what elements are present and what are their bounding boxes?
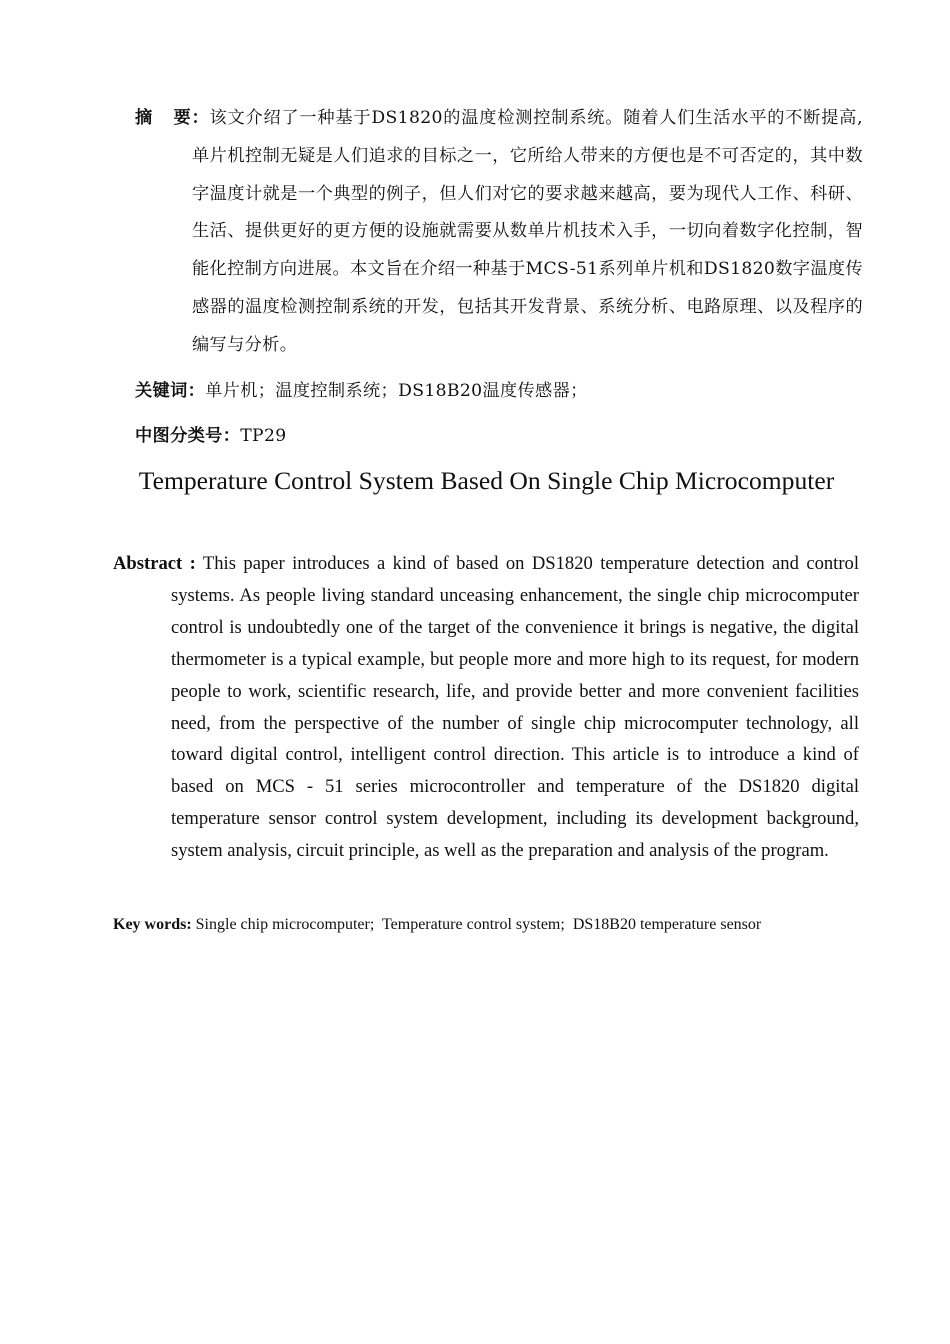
english-abstract xyxy=(113,548,859,867)
chinese-abstract-label xyxy=(135,108,209,128)
chinese-abstract xyxy=(135,100,863,365)
english-abstract-text: This paper introduces a kind of based on DS1820 temperature detection and control systems. As people living standard unceasing enhancement, the single chip microcomputer control is undoubtedly one of the target of the convenience it brings is negative, the digital thermometer is a typical example, but people more and more high to its request, for modern people to work, scientific research, life, and provide better and more convenient facilities need, from the perspective of the number of single chip microcomputer technology, all toward digital control, intelligent control direction. This article is to introduce a kind of based on MCS - 51 series microcontroller and temperature of the DS1820 digital temperature sensor control system development, including its development background, system analysis, circuit principle, as well as the preparation and analysis of the program. xyxy=(171,553,859,862)
chinese-classification-value: TP29 xyxy=(240,426,287,446)
chinese-classification xyxy=(135,421,863,451)
chinese-keywords-label: 关键词： xyxy=(135,381,206,401)
english-keywords xyxy=(113,913,893,937)
chinese-abstract-label-part2: 要： xyxy=(173,108,210,128)
chinese-abstract-text: 该文介绍了一种基于DS1820的温度检测控制系统。随着人们生活水平的不断提高,单片机控制无疑是人们追求的目标之一，它所给人带来的方便也是不可否定的，其中数字温度计就是一个典型的例子，但人们对它的要求越来越高，要为现代人工作、科研、生活、提供更好的更方便的设施就需要从数单片机技术入手，一切向着数字化控制，智能化控制方向进展。本文旨在介绍一种基于MCS-51系列单片机和DS1820数字温度传感器的温度检测控制系统的开发，包括其开发背景、系统分析、电路原理、以及程序的编写与分析。 xyxy=(192,108,863,355)
chinese-keywords xyxy=(135,376,863,406)
chinese-classification-label: 中图分类号： xyxy=(135,426,241,446)
english-keywords-text: Single chip microcomputer; Temperature control system; DS18B20 temperature sensor xyxy=(195,916,762,933)
english-title: Temperature Control System Based On Single Chip Microcomputer xyxy=(138,466,835,495)
chinese-keywords-text: 单片机；温度控制系统；DS18B20温度传感器； xyxy=(205,381,588,401)
english-keywords-label: Key words: xyxy=(113,916,192,933)
chinese-abstract-label-part1: 摘 xyxy=(135,108,153,128)
english-abstract-label: Abstract : xyxy=(113,553,196,574)
